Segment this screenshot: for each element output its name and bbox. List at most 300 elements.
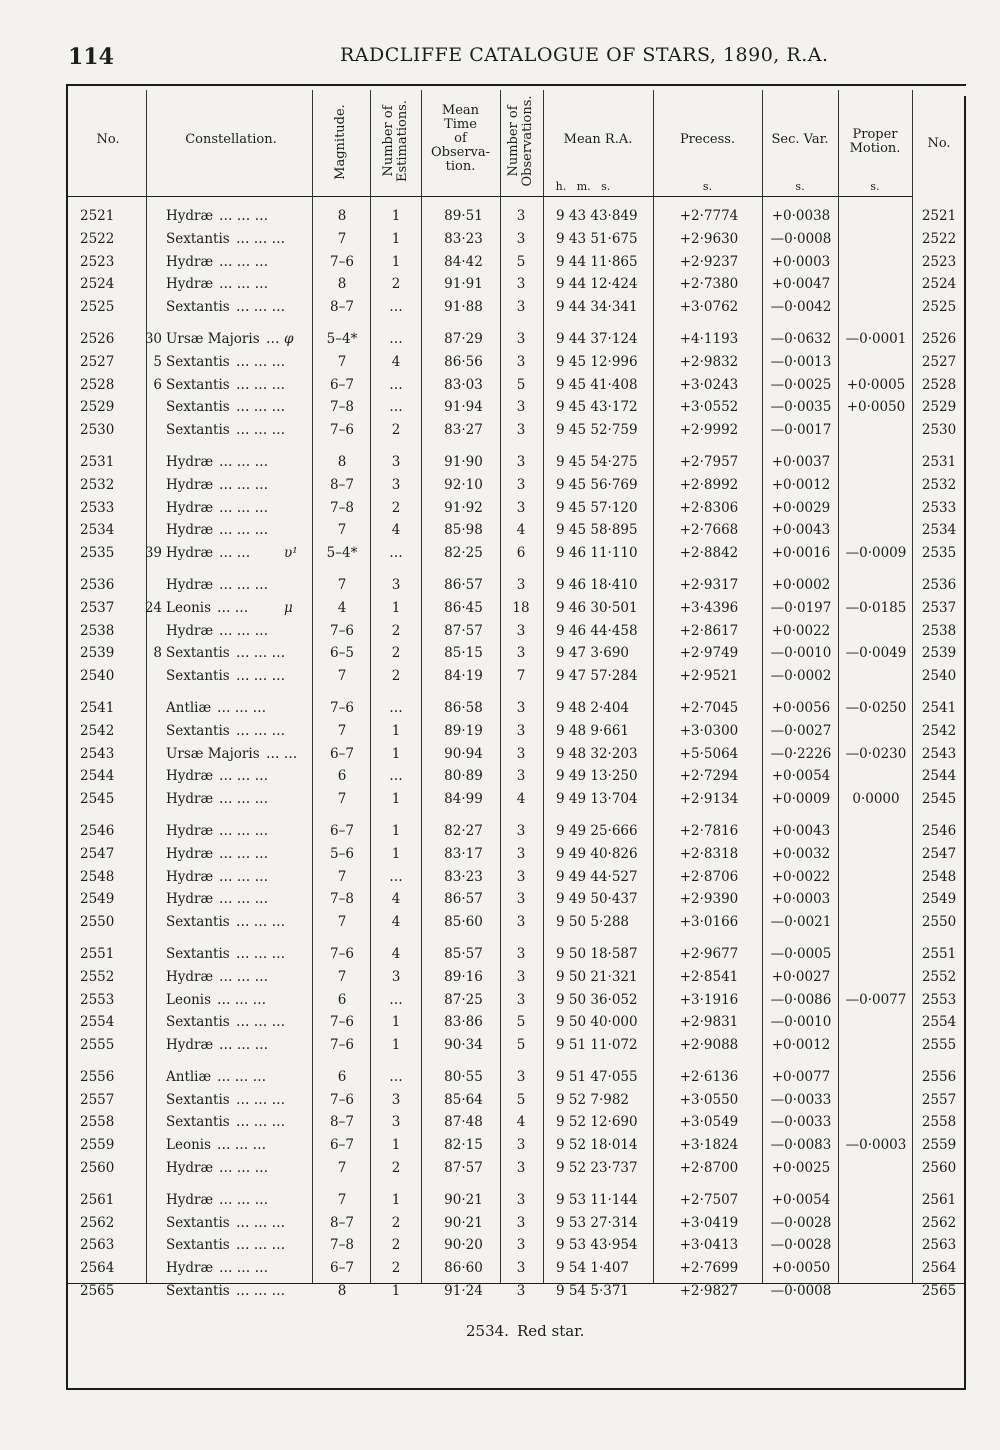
secular-variation: +0·0043 — [771, 822, 831, 839]
mean-time: 83·17 — [444, 845, 483, 862]
row-number: 2558 — [80, 1114, 115, 1131]
row-number: 2530 — [80, 422, 115, 439]
estimations: 3 — [391, 968, 401, 985]
magnitude: 7–6 — [330, 1037, 354, 1054]
table-row — [66, 788, 966, 811]
mean-ra: 9 45 56·769 — [556, 476, 638, 493]
constellation: Hydræ — [166, 545, 214, 562]
leader-dots: … … … — [236, 1283, 286, 1300]
leader-dots: … … … — [236, 376, 286, 393]
estimations: … — [389, 699, 403, 716]
observations: 3 — [516, 991, 526, 1008]
estimations: 2 — [391, 1160, 401, 1177]
estimations: 4 — [391, 522, 401, 539]
leader-dots: … … … — [236, 1237, 286, 1254]
secular-variation: +0·0047 — [771, 276, 831, 293]
row-number: 2564 — [80, 1260, 115, 1277]
secular-variation: —0·2226 — [770, 745, 832, 762]
flamsteed-number: 8 — [153, 645, 162, 662]
mean-time: 84·42 — [444, 253, 483, 270]
mean-time: 82·25 — [444, 545, 483, 562]
row-number-right: 2553 — [921, 991, 957, 1008]
mean-time: 89·19 — [444, 722, 483, 739]
header-estimations — [382, 91, 410, 191]
observations: 3 — [516, 1191, 526, 1208]
row-number-right: 2548 — [921, 868, 957, 885]
observations: 3 — [516, 576, 526, 593]
magnitude: 7 — [337, 968, 347, 985]
mean-time: 86·57 — [444, 576, 483, 593]
precession: +2·8700 — [679, 1160, 739, 1177]
table-row — [66, 989, 966, 1012]
precession: +4·1193 — [679, 330, 739, 347]
table-row — [66, 966, 966, 989]
leader-dots: … … … — [217, 991, 267, 1008]
precession: +2·9088 — [679, 1037, 739, 1054]
row-number: 2557 — [80, 1091, 115, 1108]
constellation: Leonis — [166, 599, 212, 616]
row-number-right: 2563 — [921, 1237, 957, 1254]
table-row — [66, 328, 966, 351]
magnitude: 7 — [337, 230, 347, 247]
header-no-right: No. — [927, 136, 951, 151]
mean-ra: 9 52 12·690 — [556, 1114, 638, 1131]
precession: +2·7774 — [679, 208, 739, 224]
mean-time: 80·89 — [444, 768, 483, 785]
constellation: Sextantis — [166, 1214, 230, 1231]
observations: 3 — [516, 622, 526, 639]
leader-dots: … … … — [219, 1160, 269, 1177]
table-row — [66, 1234, 966, 1257]
mean-ra: 9 49 13·250 — [556, 768, 638, 785]
precession: +2·8306 — [679, 499, 739, 516]
leader-dots: … … … — [236, 722, 286, 739]
header-observations-line-2: Observations. — [520, 95, 535, 187]
observations: 3 — [516, 299, 526, 316]
row-number-right: 2560 — [921, 1160, 957, 1177]
secular-variation: —0·0021 — [770, 914, 832, 931]
constellation: Hydræ — [166, 208, 214, 224]
precession: +3·0762 — [679, 299, 739, 316]
header-rule — [66, 196, 912, 197]
leader-dots: … … … — [236, 353, 286, 370]
mean-time: 86·56 — [444, 353, 483, 370]
mean-ra: 9 51 11·072 — [556, 1037, 638, 1054]
secular-variation: +0·0056 — [771, 699, 831, 716]
estimations: 2 — [391, 276, 401, 293]
mean-time: 90·34 — [444, 1037, 483, 1054]
magnitude: 7 — [337, 576, 347, 593]
mean-ra: 9 47 57·284 — [556, 668, 638, 685]
secular-variation: +0·0077 — [771, 1068, 831, 1085]
row-number: 2521 — [80, 208, 115, 224]
estimations: 2 — [391, 645, 401, 662]
row-number-right: 2557 — [921, 1091, 957, 1108]
magnitude: 8 — [337, 208, 347, 224]
estimations: 2 — [391, 668, 401, 685]
row-number: 2539 — [80, 645, 115, 662]
row-number: 2528 — [80, 376, 115, 393]
proper-motion: 0·0000 — [852, 791, 900, 808]
proper-motion: —0·0185 — [845, 599, 907, 616]
row-number: 2529 — [80, 399, 115, 416]
estimations: … — [389, 991, 403, 1008]
header-sec-var: Sec. Var. — [771, 132, 829, 147]
leader-dots: … … … — [236, 1091, 286, 1108]
precession: +2·7507 — [679, 1191, 739, 1208]
header-constellation: Constellation. — [185, 132, 277, 147]
observations: 5 — [516, 1037, 526, 1054]
row-number-right: 2523 — [921, 253, 957, 270]
header-proper-motion-line-2: Motion. — [849, 141, 901, 156]
precession: +3·0166 — [679, 914, 739, 931]
estimations: 4 — [391, 945, 401, 962]
magnitude: 7–6 — [330, 945, 354, 962]
mean-time: 90·21 — [444, 1191, 483, 1208]
row-number-right: 2546 — [921, 822, 957, 839]
mean-ra: 9 48 2·404 — [556, 699, 629, 716]
flamsteed-number: 6 — [153, 376, 162, 393]
table-row — [66, 888, 966, 911]
secular-variation: —0·0002 — [770, 668, 832, 685]
mean-ra: 9 50 5·288 — [556, 914, 629, 931]
mean-ra: 9 50 21·321 — [556, 968, 638, 985]
observations: 5 — [516, 253, 526, 270]
magnitude: 6–7 — [330, 822, 354, 839]
row-number: 2538 — [80, 622, 115, 639]
magnitude: 6–7 — [330, 745, 354, 762]
leader-dots: … … … — [236, 1014, 286, 1031]
observations: 4 — [516, 1114, 526, 1131]
magnitude: 7–6 — [330, 422, 354, 439]
leader-dots: … … … — [219, 622, 269, 639]
mean-time: 91·92 — [444, 499, 483, 516]
header-estimations-line-1: Number of — [381, 105, 396, 177]
secular-variation: —0·0033 — [770, 1114, 832, 1131]
row-number-right: 2547 — [921, 845, 957, 862]
precession: +2·8617 — [679, 622, 739, 639]
observations: 3 — [516, 330, 526, 347]
estimations: 2 — [391, 1237, 401, 1254]
mean-time: 80·55 — [444, 1068, 483, 1085]
row-number: 2560 — [80, 1160, 115, 1177]
estimations: 4 — [391, 353, 401, 370]
observations: 7 — [516, 668, 526, 685]
precession: +2·8706 — [679, 868, 739, 885]
mean-time: 87·57 — [444, 622, 483, 639]
mean-ra: 9 49 50·437 — [556, 891, 638, 908]
secular-variation: —0·0197 — [770, 599, 832, 616]
observations: 3 — [516, 422, 526, 439]
header-mean-time-line-3: of — [454, 131, 467, 146]
constellation: Hydræ — [166, 576, 214, 593]
observations: 3 — [516, 822, 526, 839]
secular-variation: —0·0033 — [770, 1091, 832, 1108]
table-row — [66, 843, 966, 866]
header-mean-time-line-4: Observa- — [430, 145, 491, 160]
mean-time: 85·57 — [444, 945, 483, 962]
magnitude: 8 — [337, 453, 347, 470]
row-number-right: 2541 — [921, 699, 957, 716]
header-mean-time-line-5: tion. — [445, 159, 476, 174]
precession: +2·9831 — [679, 1014, 739, 1031]
precession: +2·9992 — [679, 422, 739, 439]
table-row — [66, 1111, 966, 1134]
mean-time: 86·45 — [444, 599, 483, 616]
secular-variation: +0·0032 — [771, 845, 831, 862]
estimations: … — [389, 299, 403, 316]
precession: +2·9677 — [679, 945, 739, 962]
table-row — [66, 451, 966, 474]
constellation: Sextantis — [166, 914, 230, 931]
mean-time: 85·64 — [444, 1091, 483, 1108]
table-row — [66, 497, 966, 520]
estimations: 1 — [391, 791, 401, 808]
table-row — [66, 866, 966, 889]
constellation: Hydræ — [166, 1191, 214, 1208]
precession: +2·7294 — [679, 768, 739, 785]
leader-dots: … … … — [236, 945, 286, 962]
constellation: Leonis — [166, 991, 212, 1008]
precession: +2·9317 — [679, 576, 739, 593]
precession: +2·7380 — [679, 276, 739, 293]
magnitude: 7 — [337, 522, 347, 539]
estimations: … — [389, 376, 403, 393]
row-number-right: 2526 — [921, 330, 957, 347]
row-number: 2555 — [80, 1037, 115, 1054]
secular-variation: —0·0008 — [770, 1283, 832, 1300]
leader-dots: … … … — [217, 1068, 267, 1085]
constellation: Sextantis — [166, 1091, 230, 1108]
observations: 3 — [516, 645, 526, 662]
row-number: 2525 — [80, 299, 115, 316]
row-number: 2523 — [80, 253, 115, 270]
constellation: Hydræ — [166, 453, 214, 470]
row-number-right: 2543 — [921, 745, 957, 762]
row-number: 2534 — [80, 522, 115, 539]
table-row — [66, 1066, 966, 1089]
mean-time: 84·99 — [444, 791, 483, 808]
observations: 3 — [516, 1160, 526, 1177]
mean-ra: 9 54 1·407 — [556, 1260, 629, 1277]
header-ra-units: h. m. s. — [555, 180, 611, 193]
constellation: Leonis — [166, 1137, 212, 1154]
mean-time: 83·23 — [444, 230, 483, 247]
row-number-right: 2535 — [921, 545, 957, 562]
estimations: 2 — [391, 499, 401, 516]
mean-ra: 9 52 18·014 — [556, 1137, 638, 1154]
row-number-right: 2538 — [921, 622, 957, 639]
row-number-right: 2549 — [921, 891, 957, 908]
observations: 3 — [516, 353, 526, 370]
proper-motion: —0·0250 — [845, 699, 907, 716]
leader-dots: … — [266, 330, 280, 347]
leader-dots: … … — [219, 545, 251, 562]
observations: 3 — [516, 1214, 526, 1231]
row-number-right: 2565 — [921, 1283, 957, 1300]
magnitude: 7–6 — [330, 253, 354, 270]
table-row — [66, 1257, 966, 1280]
secular-variation: —0·0005 — [770, 945, 832, 962]
constellation: Sextantis — [166, 1014, 230, 1031]
header-precess-unit: s. — [702, 180, 713, 193]
estimations: 1 — [391, 745, 401, 762]
table-body — [66, 205, 966, 1303]
header-proper-motion — [838, 128, 912, 156]
estimations: … — [389, 399, 403, 416]
table-row — [66, 396, 966, 419]
row-number-right: 2529 — [921, 399, 957, 416]
constellation: Sextantis — [166, 668, 230, 685]
row-number-right: 2552 — [921, 968, 957, 985]
bayer-letter: φ — [284, 330, 294, 347]
secular-variation: —0·0086 — [770, 991, 832, 1008]
observations: 3 — [516, 453, 526, 470]
leader-dots: … … … — [219, 791, 269, 808]
header-observations-line-1: Number of — [506, 105, 521, 177]
leader-dots: … … … — [219, 868, 269, 885]
leader-dots: … … … — [236, 299, 286, 316]
constellation: Hydræ — [166, 1037, 214, 1054]
flamsteed-number: 5 — [153, 353, 162, 370]
secular-variation: +0·0038 — [771, 208, 831, 224]
table-row — [66, 743, 966, 766]
observations: 3 — [516, 699, 526, 716]
precession: +5·5064 — [679, 745, 739, 762]
mean-time: 83·86 — [444, 1014, 483, 1031]
observations: 3 — [516, 399, 526, 416]
mean-time: 90·20 — [444, 1237, 483, 1254]
leader-dots: … … … — [236, 422, 286, 439]
constellation: Hydræ — [166, 276, 214, 293]
observations: 3 — [516, 230, 526, 247]
row-number: 2546 — [80, 822, 115, 839]
magnitude: 6–7 — [330, 1260, 354, 1277]
constellation: Sextantis — [166, 230, 230, 247]
constellation: Ursæ Majoris — [166, 330, 260, 347]
estimations: 3 — [391, 1091, 401, 1108]
mean-ra: 9 44 37·124 — [556, 330, 638, 347]
mean-time: 83·23 — [444, 868, 483, 885]
secular-variation: —0·0035 — [770, 399, 832, 416]
precession: +2·9237 — [679, 253, 739, 270]
estimations: 1 — [391, 722, 401, 739]
mean-ra: 9 52 7·982 — [556, 1091, 629, 1108]
header-sec-var-unit: s. — [795, 180, 805, 193]
table-row — [66, 374, 966, 397]
estimations: … — [389, 1068, 403, 1085]
bayer-letter: υ¹ — [284, 545, 298, 562]
mean-time: 87·57 — [444, 1160, 483, 1177]
constellation: Hydræ — [166, 253, 214, 270]
header-mean-time — [421, 104, 500, 174]
magnitude: 6 — [337, 991, 347, 1008]
row-number: 2550 — [80, 914, 115, 931]
row-number-right: 2559 — [921, 1137, 957, 1154]
magnitude: 7–6 — [330, 1014, 354, 1031]
header-proper-motion-line-1: Proper — [852, 127, 898, 142]
row-number-right: 2531 — [921, 453, 957, 470]
footnote-text: Red star. — [516, 1322, 585, 1340]
row-number: 2553 — [80, 991, 115, 1008]
constellation: Sextantis — [166, 1283, 230, 1300]
row-number-right: 2550 — [921, 914, 957, 931]
estimations: 1 — [391, 1283, 401, 1300]
observations: 3 — [516, 1068, 526, 1085]
row-number-right: 2533 — [921, 499, 957, 516]
row-number: 2554 — [80, 1014, 115, 1031]
row-number-right: 2545 — [921, 791, 957, 808]
constellation: Sextantis — [166, 299, 230, 316]
estimations: 2 — [391, 622, 401, 639]
magnitude: 6–7 — [330, 376, 354, 393]
secular-variation: —0·0028 — [770, 1214, 832, 1231]
constellation: Ursæ Majoris — [166, 745, 260, 762]
mean-ra: 9 51 47·055 — [556, 1068, 638, 1085]
mean-time: 90·94 — [444, 745, 483, 762]
row-number: 2535 — [80, 545, 115, 562]
row-number: 2548 — [80, 868, 115, 885]
row-number: 2533 — [80, 499, 115, 516]
row-number: 2527 — [80, 353, 115, 370]
mean-time: 82·27 — [444, 822, 483, 839]
secular-variation: —0·0083 — [770, 1137, 832, 1154]
constellation: Sextantis — [166, 1114, 230, 1131]
table-row — [66, 620, 966, 643]
leader-dots: … … … — [219, 968, 269, 985]
precession: +3·0552 — [679, 399, 739, 416]
secular-variation: +0·0043 — [771, 522, 831, 539]
table-row — [66, 351, 966, 374]
leader-dots: … … … — [217, 1137, 267, 1154]
constellation: Hydræ — [166, 622, 214, 639]
row-number-right: 2562 — [921, 1214, 957, 1231]
row-number-right: 2532 — [921, 476, 957, 493]
leader-dots: … … … — [236, 230, 286, 247]
precession: +2·7957 — [679, 453, 739, 470]
mean-ra: 9 45 52·759 — [556, 422, 638, 439]
secular-variation: —0·0025 — [770, 376, 832, 393]
observations: 5 — [516, 1014, 526, 1031]
leader-dots: … … … — [236, 914, 286, 931]
leader-dots: … … … — [219, 522, 269, 539]
magnitude: 7 — [337, 353, 347, 370]
magnitude: 8 — [337, 1283, 347, 1300]
estimations: 1 — [391, 230, 401, 247]
estimations: 1 — [391, 1191, 401, 1208]
constellation: Antliæ — [166, 1068, 212, 1085]
observations: 6 — [516, 545, 526, 562]
row-number-right: 2522 — [921, 230, 957, 247]
constellation: Hydræ — [166, 845, 214, 862]
secular-variation: —0·0028 — [770, 1237, 832, 1254]
mean-time: 82·15 — [444, 1137, 483, 1154]
mean-ra: 9 48 9·661 — [556, 722, 629, 739]
mean-time: 85·60 — [444, 914, 483, 931]
secular-variation: +0·0003 — [771, 253, 831, 270]
mean-ra: 9 43 51·675 — [556, 230, 638, 247]
observations: 3 — [516, 914, 526, 931]
row-number-right: 2564 — [921, 1260, 957, 1277]
constellation: Hydræ — [166, 1260, 214, 1277]
observations: 3 — [516, 868, 526, 885]
precession: +2·8842 — [679, 545, 739, 562]
observations: 5 — [516, 376, 526, 393]
magnitude: 4 — [337, 599, 347, 616]
flamsteed-number: 30 — [144, 330, 162, 347]
proper-motion: +0·0050 — [846, 399, 906, 416]
mean-time: 87·29 — [444, 330, 483, 347]
